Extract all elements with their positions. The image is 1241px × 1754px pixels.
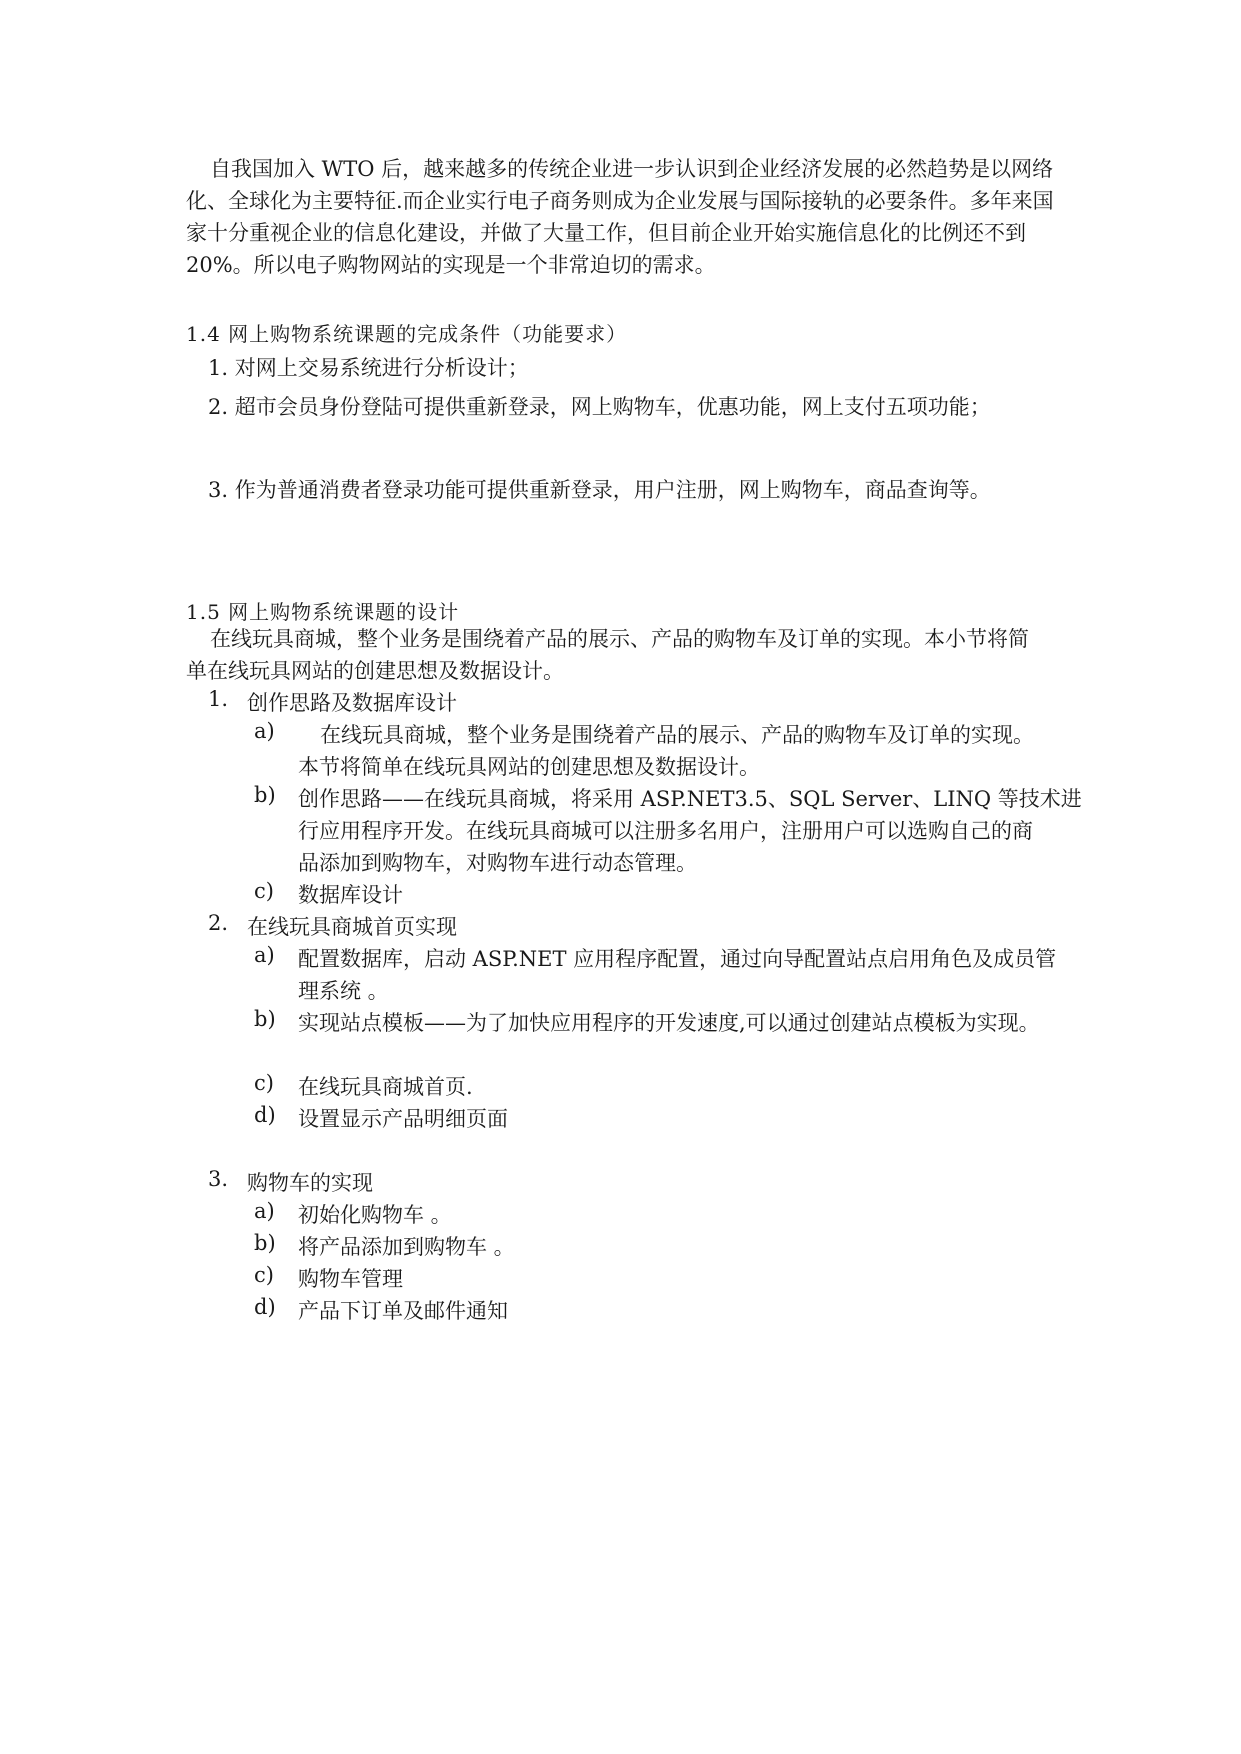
requirement-3: 3. 作为普通消费者登录功能可提供重新登录，用户注册，网上购物车，商品查询等。 bbox=[208, 478, 991, 502]
group-1-a-line-1: 在线玩具商城，整个业务是围绕着产品的展示、产品的购物车及订单的实现。 bbox=[320, 723, 1034, 747]
group-3-d-line-1: 产品下订单及邮件通知 bbox=[298, 1299, 508, 1323]
group-3-number: 3. bbox=[208, 1167, 229, 1191]
group-2-a-line-1: 配置数据库，启动 ASP.NET 应用程序配置，通过向导配置站点启用角色及成员管 bbox=[298, 947, 1057, 971]
group-2-a-line-2: 理系统 。 bbox=[298, 979, 389, 1003]
group-2-a-label: a) bbox=[254, 943, 275, 967]
group-3-a-line-1: 初始化购物车 。 bbox=[298, 1203, 452, 1227]
requirement-1: 1. 对网上交易系统进行分析设计； bbox=[208, 356, 529, 380]
group-1-c-line-1: 数据库设计 bbox=[298, 883, 403, 907]
group-3-title: 购物车的实现 bbox=[247, 1171, 373, 1195]
group-3-a-label: a) bbox=[254, 1199, 275, 1223]
group-3-c-label: c) bbox=[254, 1263, 274, 1287]
group-1-a-line-2: 本节将简单在线玩具网站的创建思想及数据设计。 bbox=[298, 755, 760, 779]
group-1-b-line-3: 品添加到购物车，对购物车进行动态管理。 bbox=[298, 851, 697, 875]
group-1-b-line-2: 行应用程序开发。在线玩具商城可以注册多名用户，注册用户可以选购自己的商 bbox=[298, 819, 1033, 843]
group-2-d-line-1: 设置显示产品明细页面 bbox=[298, 1107, 508, 1131]
group-2-title: 在线玩具商城首页实现 bbox=[247, 915, 457, 939]
intro-text: 自我国加入 WTO 后，越来越多的传统企业进一步认识到企业经济发展的必然趋势是以网络化、全球化为主要特征.而企业实行电子商务则成为企业发展与国际接轨的必要条件。多年来国家十分重视企业的信息化建设，并做了大量工作，但目前企业开始实施信息化的比例还不到 20%。所以电子购物网站的实现是一个非常迫切的需求。 bbox=[186, 157, 1054, 277]
requirement-2: 2. 超市会员身份登陆可提供重新登录，网上购物车，优惠功能，网上支付五项功能； bbox=[208, 395, 991, 419]
group-1-b-label: b) bbox=[254, 783, 276, 807]
group-3-d-label: d) bbox=[254, 1295, 276, 1319]
section-1-5-heading: 1.5 网上购物系统课题的设计 bbox=[186, 600, 460, 624]
group-2-b-line-1: 实现站点模板——为了加快应用程序的开发速度,可以通过创建站点模板为实现。 bbox=[298, 1011, 1040, 1035]
group-3-c-line-1: 购物车管理 bbox=[298, 1267, 403, 1291]
group-1-number: 1. bbox=[208, 687, 229, 711]
section-1-4-heading: 1.4 网上购物系统课题的完成条件（功能要求） bbox=[186, 322, 628, 346]
group-3-b-line-1: 将产品添加到购物车 。 bbox=[298, 1235, 515, 1259]
group-2-c-label: c) bbox=[254, 1071, 274, 1095]
group-1-a-label: a) bbox=[254, 719, 275, 743]
intro-paragraph bbox=[186, 153, 1066, 281]
section-1-5-intro-line-2: 单在线玩具网站的创建思想及数据设计。 bbox=[186, 659, 564, 683]
group-2-b-label: b) bbox=[254, 1007, 276, 1031]
group-3-b-label: b) bbox=[254, 1231, 276, 1255]
group-2-c-line-1: 在线玩具商城首页. bbox=[298, 1075, 473, 1099]
group-1-b-line-1: 创作思路——在线玩具商城，将采用 ASP.NET3.5、SQL Server、LINQ 等技术进 bbox=[298, 787, 1082, 811]
group-1-c-label: c) bbox=[254, 879, 274, 903]
group-2-number: 2. bbox=[208, 911, 229, 935]
group-1-title: 创作思路及数据库设计 bbox=[247, 691, 457, 715]
group-2-d-label: d) bbox=[254, 1103, 276, 1127]
section-1-5-intro-line-1: 在线玩具商城，整个业务是围绕着产品的展示、产品的购物车及订单的实现。本小节将简 bbox=[210, 627, 1029, 651]
